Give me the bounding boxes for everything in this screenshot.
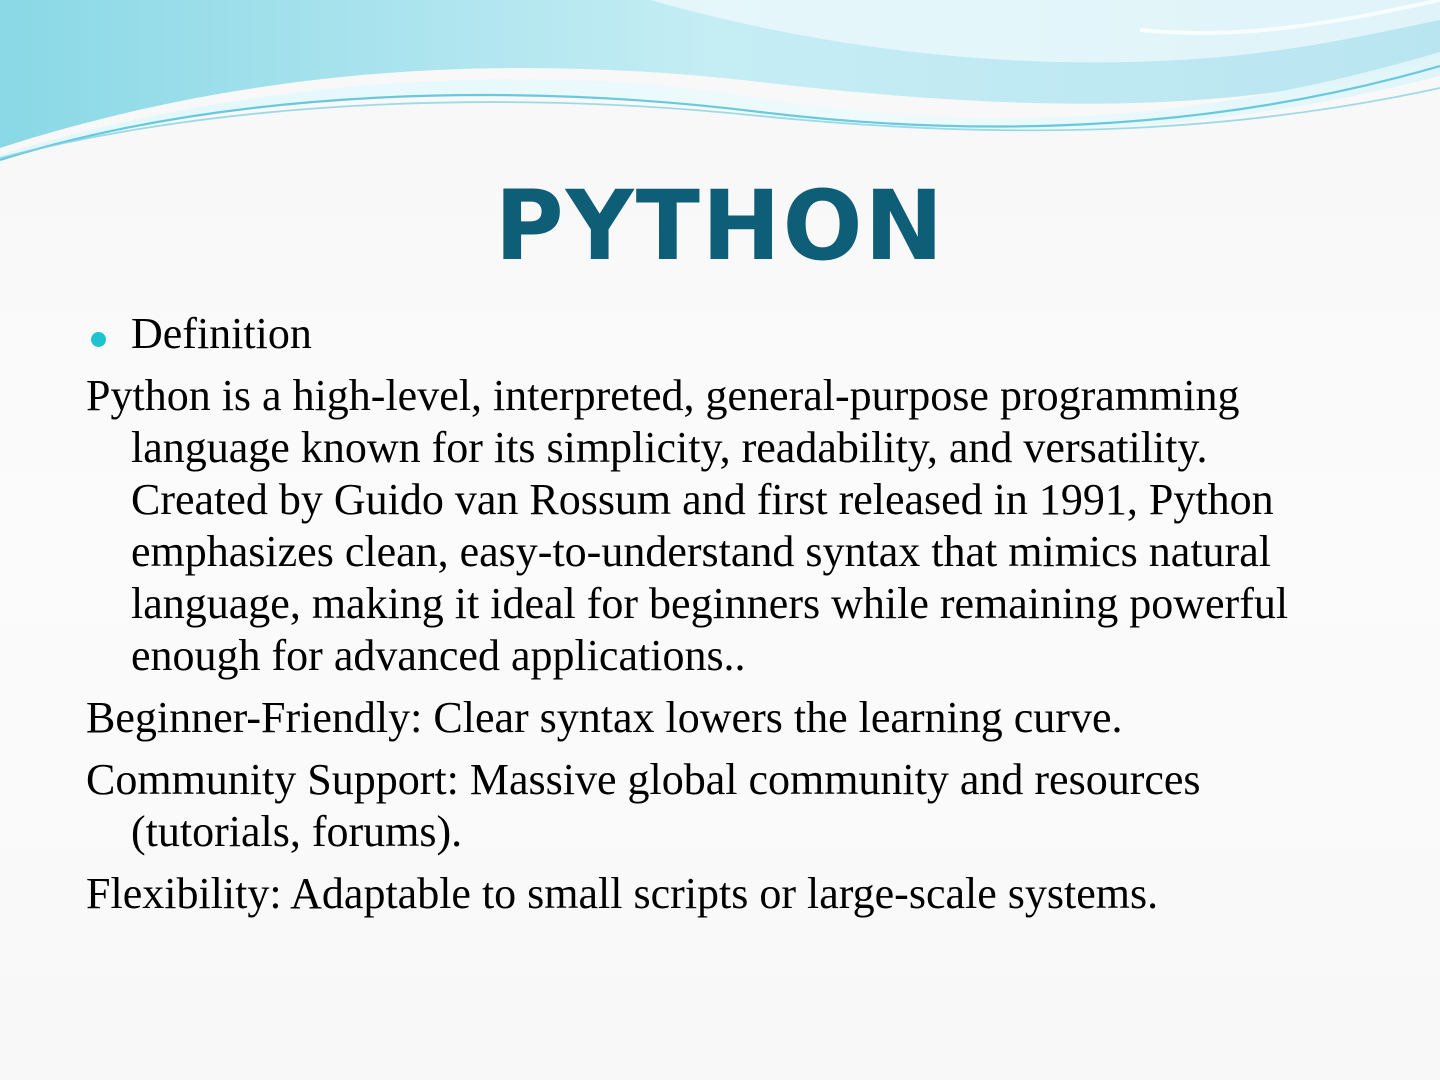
definition-paragraph: Python is a high-level, interpreted, general-purpose programming language known for its simplicity, readability, and versatility. Created by Guido van Rossum and first released in 1991, Python emphasizes clean, easy-to-understand syntax that mimics natural language, making it ideal for beginners while remaining powerful enough for advanced applications.. <box>86 371 1289 680</box>
flexibility-paragraph: Flexibility: Adaptable to small scripts or large-scale systems. <box>86 869 1159 918</box>
bullet-label: Definition <box>131 309 312 358</box>
slide-body <box>86 308 1346 930</box>
beginner-friendly-paragraph: Beginner-Friendly: Clear syntax lowers the learning curve. <box>86 693 1123 742</box>
bullet-dot-icon <box>91 332 106 347</box>
wave-header-decoration <box>0 0 1440 180</box>
community-support-paragraph: Community Support: Massive global community and resources (tutorials, forums). <box>86 755 1201 856</box>
slide-title: PYTHON <box>494 170 946 282</box>
bullet-item-definition <box>86 308 1346 360</box>
